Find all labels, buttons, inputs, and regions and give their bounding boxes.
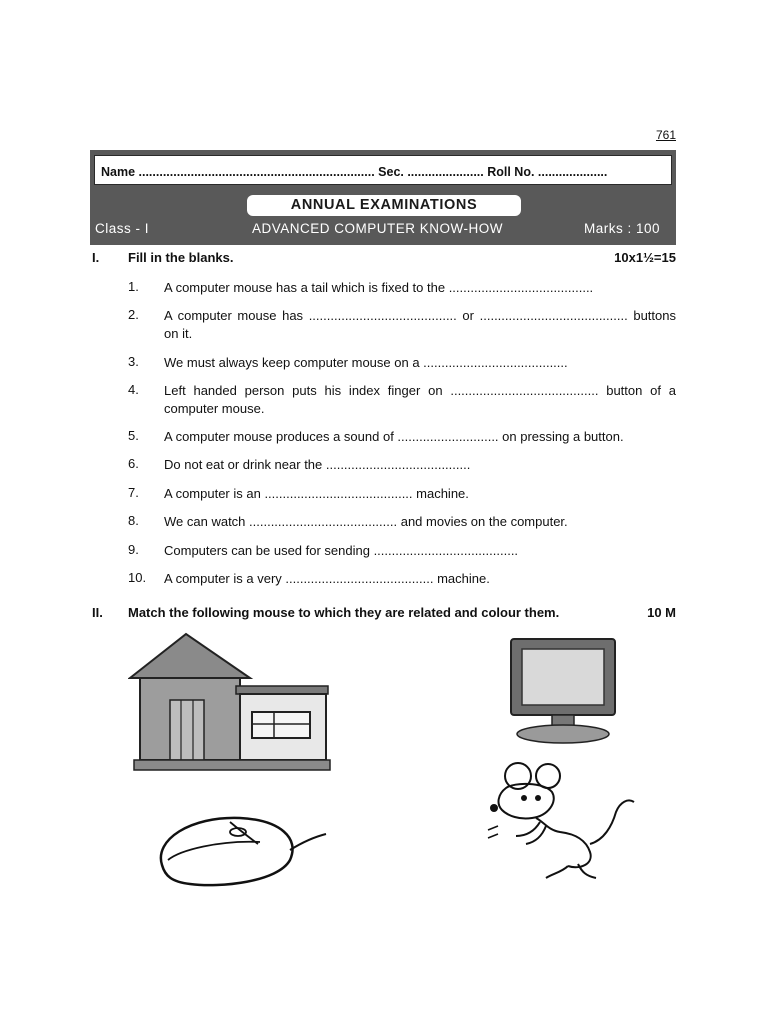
question-number: 8. — [128, 513, 139, 528]
question-number: 3. — [128, 354, 139, 369]
question-text: A computer is a very ......................................... machine. — [164, 571, 490, 586]
student-details-strip — [94, 155, 672, 185]
name-sec-roll-line: Name .................................................................... Sec. ...................... Roll No. .................... — [101, 165, 608, 179]
subject-title: ADVANCED COMPUTER KNOW-HOW — [252, 221, 504, 236]
question-number: 10. — [128, 570, 147, 585]
question-text: A computer mouse has a tail which is fixed to the ........................................ — [164, 280, 594, 295]
total-marks: Marks : 100 — [584, 221, 661, 236]
question-number: 4. — [128, 382, 139, 397]
question-number: 1. — [128, 279, 139, 294]
question-number: 5. — [128, 428, 139, 443]
section-2-marks: 10 M — [647, 605, 676, 620]
question-text: We must always keep computer mouse on a ........................................ — [164, 355, 568, 370]
page-number: 761 — [655, 128, 676, 142]
question-number: 2. — [128, 307, 139, 322]
question-text: Left handed person puts his index finger on ......................................... button of a computer mouse. — [164, 383, 676, 416]
animal-mouse-icon — [486, 760, 638, 886]
question-text: Computers can be used for sending ........................................ — [164, 543, 519, 558]
question-text: A computer mouse produces a sound of ............................ on pressing a button. — [164, 429, 624, 444]
question-number: 6. — [128, 456, 139, 471]
house-icon — [128, 632, 334, 774]
question-number: 7. — [128, 485, 139, 500]
computer-mouse-icon — [150, 810, 330, 890]
question-text: A computer mouse has ......................................... or ......................................... buttons on it. — [164, 308, 676, 341]
monitor-icon — [508, 636, 620, 746]
question-text: A computer is an ......................................... machine. — [164, 486, 469, 501]
question-number: 9. — [128, 542, 139, 557]
question-text: Do not eat or drink near the ........................................ — [164, 457, 471, 472]
exam-title: ANNUAL EXAMINATIONS — [247, 195, 521, 216]
section-1-title: Fill in the blanks. — [128, 250, 234, 265]
section-2-number: II. — [92, 605, 103, 620]
section-2-title: Match the following mouse to which they are related and colour them. — [128, 605, 560, 620]
section-1-number: I. — [92, 250, 100, 265]
class-label: Class - I — [95, 221, 150, 236]
section-1-marks: 10x1½=15 — [614, 250, 676, 265]
question-text: We can watch ......................................... and movies on the computer. — [164, 514, 568, 529]
